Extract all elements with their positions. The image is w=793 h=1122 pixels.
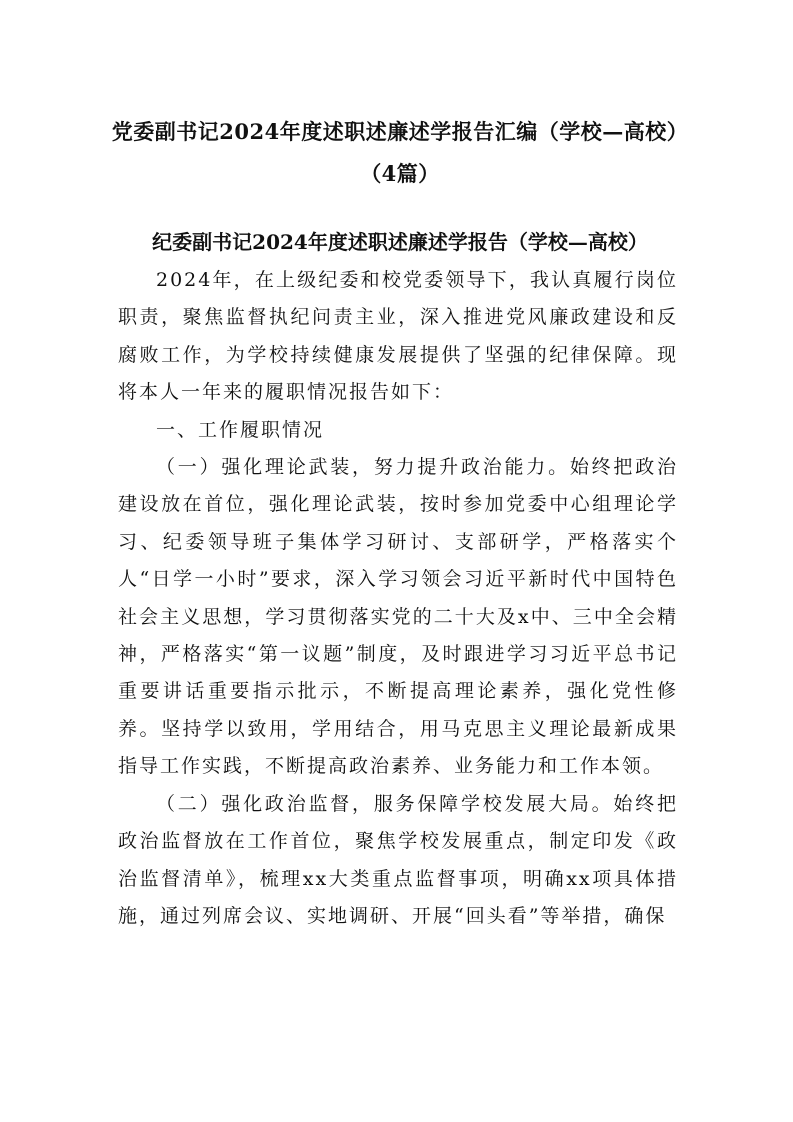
paragraph-intro: 2024年，在上级纪委和校党委领导下，我认真履行岗位职责，聚焦监督执纪问责主业，深入推进党风廉政建设和反腐败工作，为学校持续健康发展提供了坚强的纪律保障。现将本人一年来的履职情况报告如下：: [118, 269, 678, 404]
document-title-line-1: 党委副书记2024年度述职述廉述学报告汇编（学校—高校）: [111, 119, 689, 144]
section-subtitle: 纪委副书记2024年度述职述廉述学报告（学校—高校）: [152, 230, 648, 254]
document-body: [118, 262, 678, 935]
paragraph-item-1: （一）强化理论武装，努力提升政治能力。始终把政治建设放在首位，强化理论武装，按时参加党委中心组理论学习、纪委领导班子集体学习研讨、支部研学，严格落实个人“日学一小时”要求，深入学习领会习近平新时代中国特色社会主义思想，学习贯彻落实党的二十大及x中、三中全会精神，严格落实“第一议题”制度，及时跟进学习习近平总书记重要讲话重要指示批示，不断提高理论素养，强化党性修养。坚持学以致用，学用结合，用马克思主义理论最新成果指导工作实践，不断提高政治素养、业务能力和工作本领。: [118, 456, 678, 778]
paragraph-item-2: （二）强化政治监督，服务保障学校发展大局。始终把政治监督放在工作首位，聚焦学校发展重点，制定印发《政治监督清单》，梳理xx大类重点监督事项，明确xx项具体措施，通过列席会议、实地调研、开展“回头看”等举措，确保: [118, 792, 678, 927]
section-heading: 一、工作履职情况: [156, 418, 325, 441]
document-title-line-2: （4篇）: [360, 161, 440, 186]
